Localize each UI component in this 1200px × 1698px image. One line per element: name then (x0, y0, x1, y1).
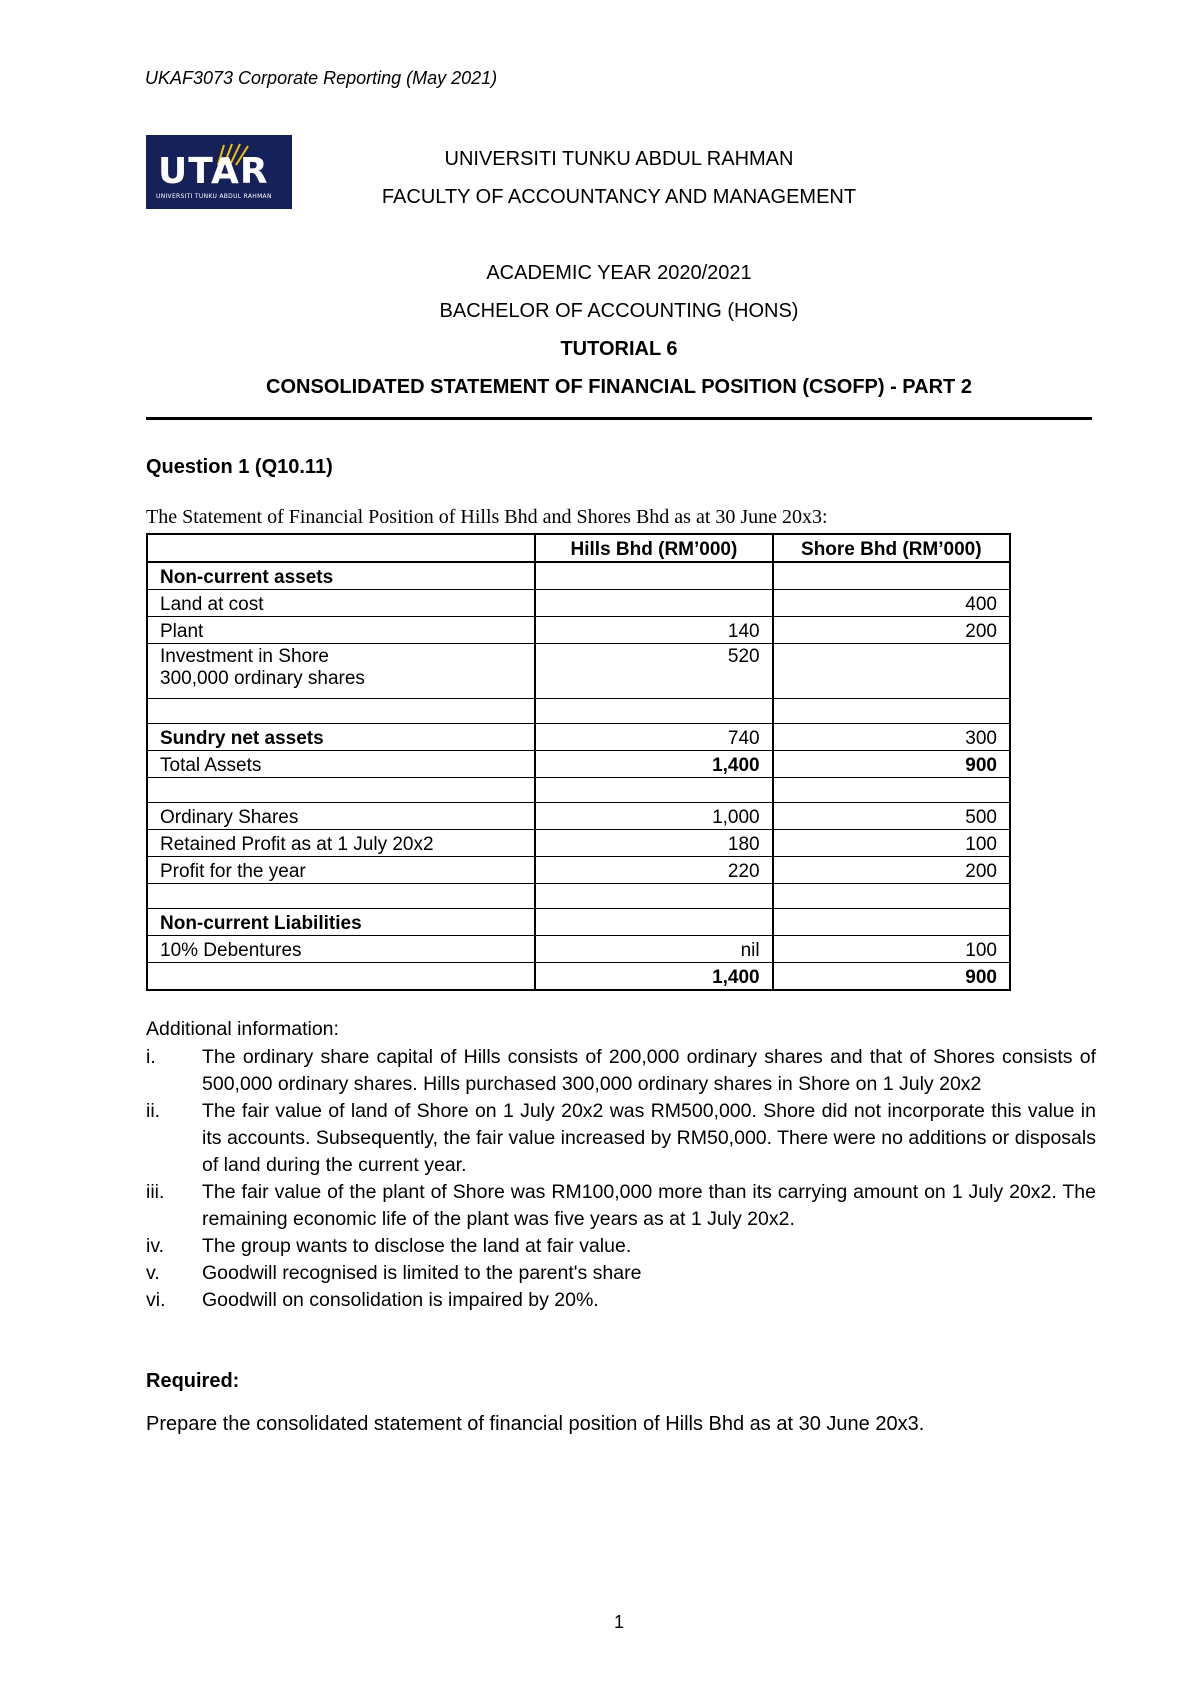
hills-value: 1,000 (535, 803, 772, 830)
additional-info-list (146, 1044, 1096, 1314)
row-label (147, 963, 535, 991)
item-text: Goodwill on consolidation is impaired by 20%. (202, 1289, 599, 1311)
table-row (147, 590, 1010, 617)
table-row (147, 617, 1010, 644)
academic-year: ACADEMIC YEAR 2020/2021 (486, 262, 752, 284)
item-number: v. (146, 1262, 160, 1284)
additional-info-label: Additional information: (146, 1018, 339, 1040)
table-header-row (147, 534, 1010, 562)
list-item (146, 1098, 1096, 1179)
logo-subtitle: UNIVERSITI TUNKU ABDUL RAHMAN (156, 193, 272, 200)
table-row (147, 884, 1010, 909)
shore-value: 100 (773, 830, 1010, 857)
row-label: Ordinary Shares (147, 803, 535, 830)
row-label: Land at cost (147, 590, 535, 617)
row-label: Non-current Liabilities (147, 909, 535, 936)
hills-value: 180 (535, 830, 772, 857)
logo-text: UTAR (158, 151, 269, 192)
shore-value (773, 644, 1010, 699)
table-row (147, 803, 1010, 830)
row-label: Non-current assets (147, 562, 535, 590)
table-row (147, 699, 1010, 724)
shore-value: 100 (773, 936, 1010, 963)
item-number: vi. (146, 1289, 166, 1311)
row-label: Total Assets (147, 751, 535, 778)
shore-value: 400 (773, 590, 1010, 617)
hills-value: 1,400 (535, 963, 772, 991)
question-intro: The Statement of Financial Position of Hills Bhd and Shores Bhd as at 30 June 20x3: (146, 506, 828, 528)
page-number: 1 (613, 1612, 624, 1632)
required-text: Prepare the consolidated statement of financial position of Hills Bhd as at 30 June 20x3. (146, 1413, 925, 1435)
shore-value: 500 (773, 803, 1010, 830)
table-row (147, 644, 1010, 699)
required-label: Required: (146, 1370, 240, 1392)
programme: BACHELOR OF ACCOUNTING (HONS) (439, 300, 799, 322)
investment-label-2: 300,000 ordinary shares (160, 668, 365, 689)
shore-value: 900 (773, 751, 1010, 778)
table-row (147, 963, 1010, 991)
header-cell: Shore Bhd (RM’000) (773, 534, 1010, 562)
shore-value (773, 909, 1010, 936)
hills-value: 1,400 (535, 751, 772, 778)
table-row (147, 936, 1010, 963)
table-row (147, 830, 1010, 857)
row-label: Sundry net assets (147, 724, 535, 751)
header-cell: Hills Bhd (RM’000) (535, 534, 772, 562)
question-title: Question 1 (Q10.11) (146, 456, 333, 478)
topic-title: CONSOLIDATED STATEMENT OF FINANCIAL POSITION (CSOFP) - PART 2 (266, 376, 972, 398)
item-number: ii. (146, 1100, 161, 1122)
course-header: UKAF3073 Corporate Reporting (May 2021) (145, 68, 498, 88)
shore-value: 300 (773, 724, 1010, 751)
shore-value: 900 (773, 963, 1010, 991)
table-row (147, 724, 1010, 751)
row-label: 10% Debentures (147, 936, 535, 963)
table-row (147, 751, 1010, 778)
item-text: Goodwill recognised is limited to the parent's share (202, 1262, 642, 1284)
hills-value: 520 (535, 644, 772, 699)
table-row (147, 909, 1010, 936)
table-row (147, 778, 1010, 803)
university-name: UNIVERSITI TUNKU ABDUL RAHMAN (444, 148, 794, 170)
faculty-name: FACULTY OF ACCOUNTANCY AND MANAGEMENT (381, 186, 857, 208)
row-label: Profit for the year (147, 857, 535, 884)
list-item (146, 1179, 1096, 1233)
hills-value (535, 909, 772, 936)
row-label (147, 644, 535, 699)
item-text: The fair value of land of Shore on 1 July 20x2 was RM500,000. Shore did not incorporate this value in its accounts. Subsequently, the fair value increased by RM50,000. There were no additions or disposals of land during the current year. (202, 1100, 1096, 1176)
item-number: iv. (146, 1235, 165, 1257)
table-row (147, 857, 1010, 884)
tutorial-title: TUTORIAL 6 (560, 338, 678, 360)
hills-value (535, 562, 772, 590)
shore-value: 200 (773, 857, 1010, 884)
item-text: The fair value of the plant of Shore was RM100,000 more than its carrying amount on 1 July 20x2. The remaining economic life of the plant was five years as at 1 July 20x2. (202, 1181, 1096, 1230)
list-item (146, 1233, 1096, 1260)
hills-value: 140 (535, 617, 772, 644)
financial-position-table (146, 533, 1011, 991)
item-number: iii. (146, 1181, 165, 1203)
investment-label-1: Investment in Shore (160, 646, 329, 667)
hills-value: 740 (535, 724, 772, 751)
hills-value: nil (535, 936, 772, 963)
table-row (147, 562, 1010, 590)
row-label: Plant (147, 617, 535, 644)
item-text: The ordinary share capital of Hills consists of 200,000 ordinary shares and that of Shores consists of 500,000 ordinary shares. Hills purchased 300,000 ordinary shares in Shore on 1 July 20x2 (202, 1046, 1096, 1095)
item-text: The group wants to disclose the land at fair value. (202, 1235, 632, 1257)
item-number: i. (146, 1046, 156, 1068)
header-cell (147, 534, 535, 562)
hills-value (535, 590, 772, 617)
shore-value (773, 562, 1010, 590)
divider-rule (146, 417, 1092, 420)
list-item (146, 1044, 1096, 1098)
hills-value: 220 (535, 857, 772, 884)
shore-value: 200 (773, 617, 1010, 644)
list-item (146, 1260, 1096, 1287)
row-label: Retained Profit as at 1 July 20x2 (147, 830, 535, 857)
list-item (146, 1287, 1096, 1314)
